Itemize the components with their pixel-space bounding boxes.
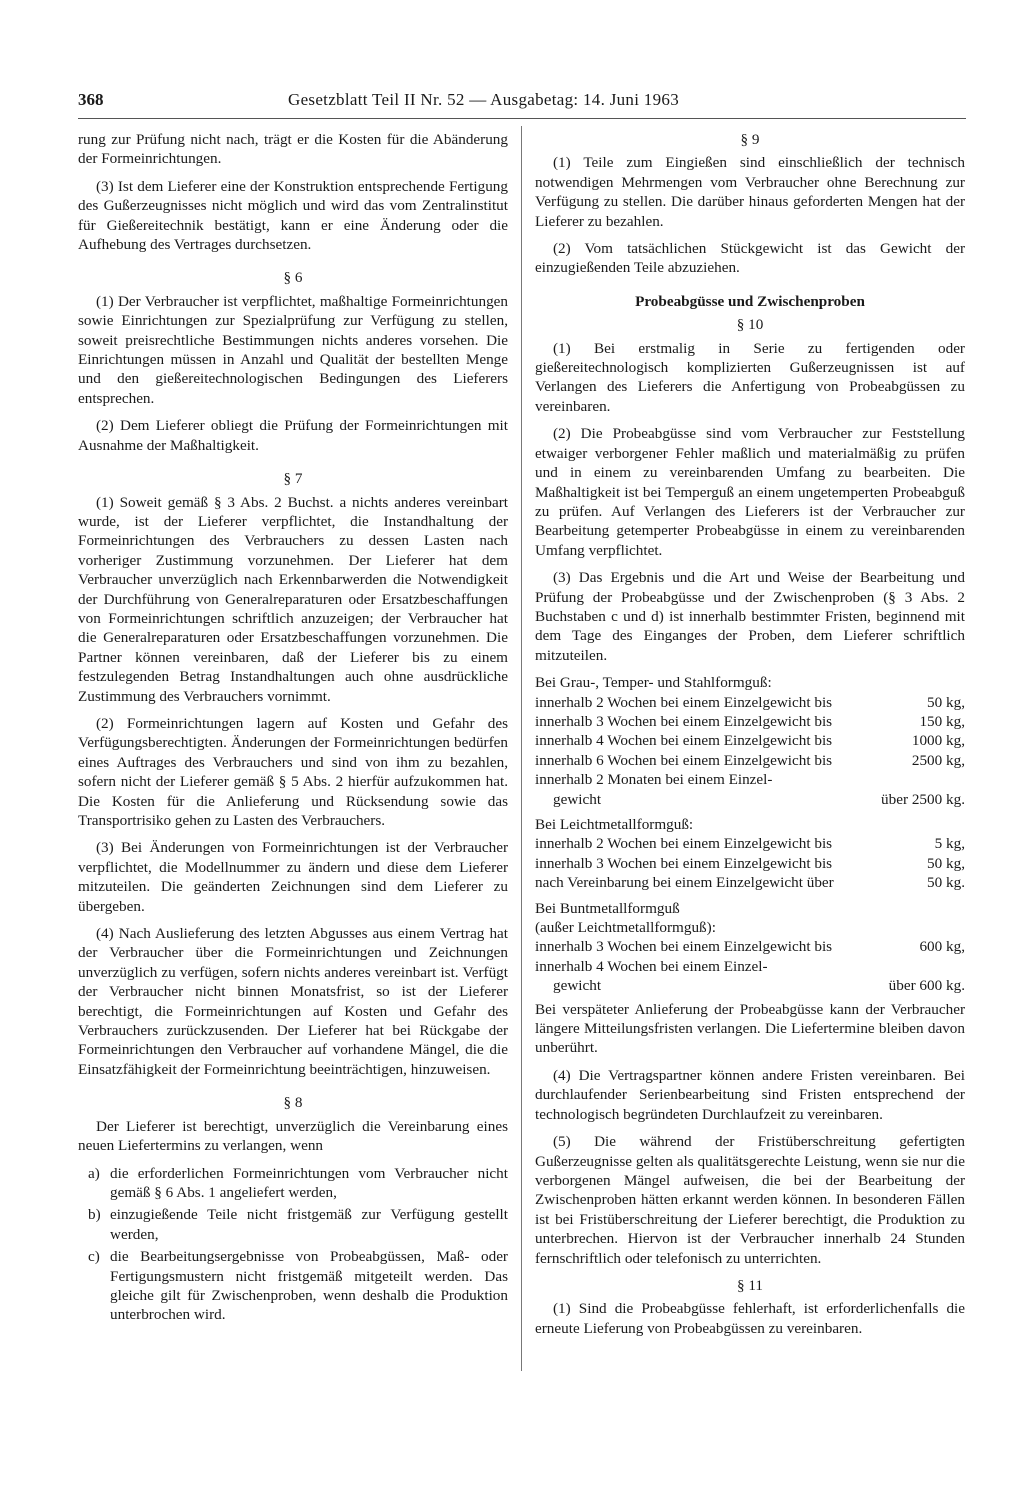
list-item (78, 1164, 508, 1203)
table-row (535, 751, 965, 770)
paragraph: (3) Das Ergebnis und die Art und Weise der Bearbeitung und Prüfung der Probeabgüsse und der Zwischenproben (§ 3 Abs. 2 Buchstaben c und d) ist innerhalb bestimmter Fristen, beginnend mit dem Tage des Einganges der Proben, dem Lieferer schriftlich mitzuteilen. (535, 569, 965, 664)
row-text: innerhalb 2 Wochen bei einem Einzelgewicht bis (535, 835, 833, 853)
section-heading-11: § 11 (736, 1276, 763, 1294)
section-heading-8: § 8 (283, 1094, 303, 1112)
subsection-heading: Probeabgüsse und Zwischenproben (635, 292, 865, 310)
row-value: 50 kg, (927, 854, 965, 872)
row-value: über 600 kg. (888, 977, 965, 995)
row-value: 2500 kg, (911, 751, 965, 769)
paragraph: (1) Teile zum Eingießen sind einschließlich der technisch notwendigen Mehrmengen vom Verbraucher ohne Berechnung zur Verfügung zu stellen. Die darüber hinaus geforderten Mengen hat der Lieferer zu bezahlen. (535, 154, 965, 230)
section-heading-7: § 7 (283, 470, 303, 488)
table-row (535, 834, 965, 853)
list-text: einzugießende Teile nicht fristgemäß zur Verfügung gestellt werden, (110, 1206, 508, 1243)
table-row (535, 712, 965, 731)
table-row (535, 873, 965, 892)
list-label: a) (88, 1164, 100, 1182)
row-text: innerhalb 6 Wochen bei einem Einzelgewicht bis (535, 751, 833, 769)
category-label: Bei Buntmetallformguß (535, 899, 680, 917)
paragraph: (1) Soweit gemäß § 3 Abs. 2 Buchst. a nichts anderes vereinbart wurde, ist der Lieferer verpflichtet, die Instandhaltung der Formeinrichtungen des Verbrauchers zu dessen Lasten nach vorheriger Zustimmung vorzunehmen. Der Lieferer hat dem Verbraucher unverzüglich nach Erkennbarwerden die Notwendigkeit der Durchführung von Generalreparaturen oder Ersatzbeschaffungen von Formeinrichtungen schriftlich anzuzeigen; der Verbraucher hat die Generalreparaturen oder Ersatzbeschaffungen vorzunehmen. Die Partner können vereinbaren, daß der Lieferer bis zu einem festzulegenden Betrag Instandhaltungen auch ohne ausdrückliche Zustimmung des Verbrauchers vornimmt. (78, 493, 508, 705)
list-label: b) (88, 1206, 101, 1224)
paragraph: (4) Die Vertragspartner können andere Fristen vereinbaren. Bei durchlaufender Serienbearbeitung sind Fristen entsprechend der technologisch begründeten Durchlaufzeit zu vereinbaren. (535, 1066, 965, 1123)
row-text: innerhalb 4 Wochen bei einem Einzelgewicht bis (535, 732, 833, 750)
right-column (535, 130, 965, 1346)
row-text: innerhalb 3 Wochen bei einem Einzelgewicht bis (535, 854, 833, 872)
paragraph: Bei verspäteter Anlieferung der Probeabgüsse kann der Verbraucher längere Mitteilungsfristen verlangen. Die Liefertermine bleiben davon unberührt. (535, 1000, 965, 1057)
paragraph: (2) Vom tatsächlichen Stückgewicht ist das Gewicht der einzugießenden Teile abzuziehen. (535, 240, 965, 277)
header-rule (78, 118, 966, 119)
paragraph: (2) Dem Lieferer obliegt die Prüfung der Formeinrichtungen mit Ausnahme der Maßhaltigkeit. (78, 417, 508, 454)
paragraph: Der Lieferer ist berechtigt, unverzüglich die Vereinbarung eines neuen Liefertermins zu verlangen, wenn (78, 1117, 508, 1155)
paragraph: rung zur Prüfung nicht nach, trägt er die Kosten für die Abänderung der Formeinrichtungen. (78, 131, 508, 168)
row-text: innerhalb 2 Wochen bei einem Einzelgewicht bis (535, 693, 833, 711)
paragraph: (2) Die Probeabgüsse sind vom Verbraucher zur Feststellung etwaiger verborgener Fehler maßlich und materialmäßig zu prüfen und in einem zu vereinbarenden Umfang zu bearbeiten. Die Maßhaltigkeit ist bei Temperguß an einem ungetemperten Probeabguß zu prüfen. Auf Verlangen des Lieferers ist der Verbraucher zur Bearbeitung getemperter Probeabgüsse in einem zu vereinbarenden Umfang verpflichtet. (535, 425, 965, 559)
paragraph: (2) Formeinrichtungen lagern auf Kosten und Gefahr des Verfügungsberechtigten. Änderungen der Formeinrichtungen bedürfen eines Auftrages des Verbrauchers und sind von ihm zu bezahlen, sofern nicht der Lieferer gemäß § 5 Abs. 2 hierfür aufzukommen hat. Die Kosten für die Anlieferung und Rücksendung sowie das Transportrisiko gehen zu Lasten des Verbrauchers. (78, 714, 508, 829)
row-text: innerhalb 3 Wochen bei einem Einzelgewicht bis (535, 712, 833, 730)
paragraph: (1) Sind die Probeabgüsse fehlerhaft, ist erforderlichenfalls die erneute Lieferung von Probeabgüssen zu vereinbaren. (535, 1300, 965, 1337)
left-column (78, 130, 508, 1328)
table-row (535, 731, 965, 750)
paragraph: (1) Bei erstmalig in Serie zu fertigenden oder gießereitechnologisch komplizierten Gußerzeugnissen ist auf Verlangen des Lieferers die Anfertigung von Probeabgüssen zu vereinbaren. (535, 339, 965, 415)
row-text: gewicht (553, 790, 602, 808)
category-label-note: (außer Leichtmetallformguß): (535, 919, 716, 937)
table-row-wrapped-end (535, 976, 965, 995)
category-label: Bei Grau-, Temper- und Stahlformguß: (535, 674, 772, 692)
table-row (535, 937, 965, 956)
list-text: die erforderlichen Formeinrichtungen vom Verbraucher nicht gemäß § 6 Abs. 1 angeliefert werden, (110, 1164, 508, 1201)
section-heading-10: § 10 (736, 316, 764, 334)
section-heading-6: § 6 (283, 269, 303, 287)
row-text: innerhalb 3 Wochen bei einem Einzelgewicht bis (535, 938, 833, 956)
table-row-wrapped-start: innerhalb 2 Monaten bei einem Einzel- (535, 771, 773, 789)
page-number: 368 (78, 90, 104, 109)
column-divider (521, 126, 522, 1371)
paragraph: (3) Ist dem Lieferer eine der Konstruktion entsprechende Fertigung des Gußerzeugnisses nicht möglich und wird das vom Zentralinstitut für Gießereitechnik bestätigt, kann er eine Änderung oder die Aufhebung des Vertrages durchsetzen. (78, 177, 508, 254)
row-value: 150 kg, (919, 712, 965, 730)
table-row-wrapped-end (535, 790, 965, 809)
row-text: gewicht (553, 977, 602, 995)
row-value: über 2500 kg. (881, 790, 965, 808)
paragraph: (1) Der Verbraucher ist verpflichtet, maßhaltige Formeinrichtungen sowie Einrichtungen zur Spezialprüfung zur Verfügung zu stellen, soweit preisrechtliche Bestimmungen nichts anderes vorsehen. Die Einrichtungen müssen in Anzahl und Qualität der bestellten Menge und den gießereitechnologischen Bedingungen des Lieferers entsprechen. (78, 292, 508, 407)
row-value: 5 kg, (934, 835, 965, 853)
list-text: die Bearbeitungsergebnisse von Probeabgüssen, Maß- oder Fertigungsmustern nicht fristgemäß mitgeteilt werden. Das gleiche gilt für Zwischenproben, wenn deshalb die Produktion unterbrochen wird. (110, 1248, 508, 1324)
table-row-wrapped-start: innerhalb 4 Wochen bei einem Einzel- (535, 957, 768, 975)
row-value: 1000 kg, (911, 732, 965, 750)
header-title: Gesetzblatt Teil II Nr. 52 — Ausgabetag: 14. Juni 1963 (288, 90, 679, 109)
paragraph: (3) Bei Änderungen von Formeinrichtungen ist der Verbraucher verpflichtet, die Modellnummer zu ändern und diese dem Lieferer mitzuteilen. Die geänderten Zeichnungen sind dem Lieferer zu übergeben. (78, 839, 508, 915)
page-header (78, 90, 966, 116)
category-label: Bei Leichtmetallformguß: (535, 816, 694, 833)
row-value: 50 kg, (927, 693, 965, 711)
paragraph: (5) Die während der Fristüberschreitung gefertigten Gußerzeugnisse gelten als qualitätsgerechte Leistung, wenn sie nur die verborgenen Mängel aufweisen, die bei der Bearbeitung der Zwischenproben hätten erkannt werden können. In besonderen Fällen ist bei Fristüberschreitung der Lieferer berechtigt, die Produktion zu unterbrechen. Hiervon ist der Verbraucher innerhalb 24 Stunden fernschriftlich oder telefonisch zu unterrichten. (535, 1133, 965, 1267)
table-row (535, 854, 965, 873)
list-item (78, 1205, 508, 1244)
row-value: 600 kg, (919, 938, 965, 956)
list-label: c) (88, 1248, 100, 1266)
list-item (78, 1247, 508, 1325)
row-value: 50 kg. (927, 874, 965, 892)
table-row (535, 693, 965, 712)
section-heading-9: § 9 (740, 131, 760, 148)
row-text: nach Vereinbarung bei einem Einzelgewicht über (535, 874, 834, 892)
paragraph: (4) Nach Auslieferung des letzten Abgusses aus einem Vertrag hat der Verbraucher über die Formeinrichtungen und Zeichnungen unverzüglich zu verfügen, sofern nichts anderes vereinbart ist. Verfügt der Verbraucher nicht binnen Monatsfrist, so ist der Lieferer berechtigt, die Formeinrichtungen auf Kosten und Gefahr des Verbrauchers zurückzusenden. Der Lieferer hat bei Rückgabe der Formeinrichtungen den Verbraucher auf vorhandene Mängel, die die Einsatzfähigkeit der Formeinrichtung beeinträchtigen, hinzuweisen. (78, 925, 508, 1078)
